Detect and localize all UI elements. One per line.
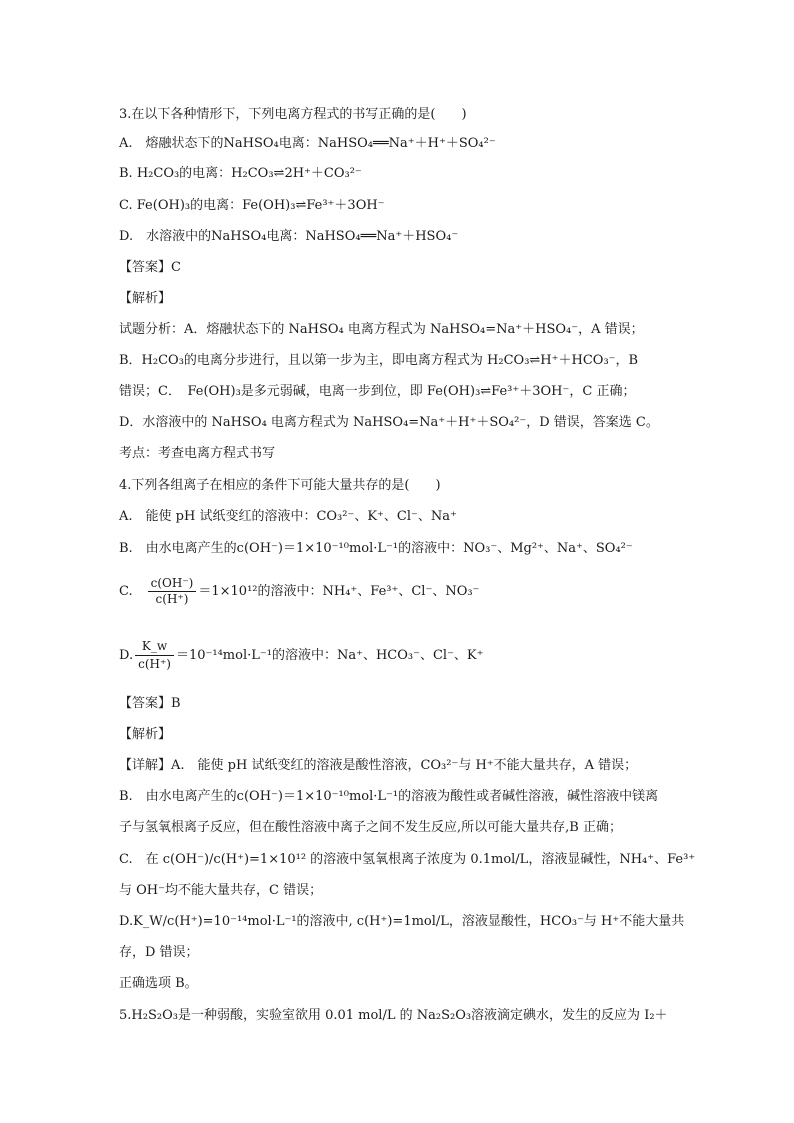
fraction-numerator: K_w xyxy=(135,638,174,656)
q4-option-d-fraction xyxy=(135,638,174,673)
fraction-denominator: c(H⁺) xyxy=(138,657,171,671)
q4-option-d xyxy=(119,638,679,673)
q4-option-a: A. 能使 pH 试纸变红的溶液中：CO₃²⁻、K⁺、Cl⁻、Na⁺ xyxy=(119,509,457,524)
fraction-denominator: c(H⁺) xyxy=(155,592,189,606)
q3-knowledge-point: 考点：考查电离方程式书写 xyxy=(119,446,276,461)
q4-option-d-label: D. xyxy=(119,648,134,663)
q4-detail-line-3: 子与氢氧根离子反应，但在酸性溶液中离子之间不发生反应,所以可能大量共存,B 正确； xyxy=(119,820,622,835)
q3-option-d: D. 水溶液中的NaHSO₄电离：NaHSO₄══Na⁺＋HSO₄⁻ xyxy=(119,229,459,244)
q3-option-c: C. Fe(OH)₃的电离：Fe(OH)₃⇌Fe³⁺＋3OH⁻ xyxy=(119,198,385,213)
q4-conclusion: 正确选项 B。 xyxy=(119,976,198,991)
q4-option-c-fraction xyxy=(148,576,197,607)
q4-detail-line-7: 存，D 错误； xyxy=(119,945,199,960)
q4-option-b: B. 由水电离产生的c(OH⁻)＝1×10⁻¹⁰mol·L⁻¹的溶液中：NO₃⁻、Mg²⁺、Na⁺、SO₄²⁻ xyxy=(119,541,633,556)
q3-option-a: A. 熔融状态下的NaHSO₄电离：NaHSO₄══Na⁺＋H⁺＋SO₄²⁻ xyxy=(119,136,496,151)
q3-analysis-line-2: B．H₂CO₃的电离分步进行，且以第一步为主，即电离方程式为 H₂CO₃⇌H⁺＋HCO₃⁻，B xyxy=(119,353,639,368)
q5-stem: 5.H₂S₂O₃是一种弱酸，实验室欲用 0.01 mol/L 的 Na₂S₂O₃溶液滴定碘水，发生的反应为 I₂＋ xyxy=(119,1008,668,1023)
q4-option-c xyxy=(119,576,679,607)
q4-option-c-text: ＝1×10¹²的溶液中：NH₄⁺、Fe³⁺、Cl⁻、NO₃⁻ xyxy=(198,584,480,599)
fraction-numerator: c(OH⁻) xyxy=(148,576,197,592)
q4-answer: 【答案】B xyxy=(119,696,181,711)
q4-option-d-text: ＝10⁻¹⁴mol·L⁻¹的溶液中：Na⁺、HCO₃⁻、Cl⁻、K⁺ xyxy=(175,648,484,663)
q3-analysis-line-1: 试题分析：A．熔融状态下的 NaHSO₄ 电离方程式为 NaHSO₄=Na⁺＋HSO₄⁻，A 错误； xyxy=(119,322,644,337)
q3-analysis-heading: 【解析】 xyxy=(119,291,172,306)
q4-detail-line-4: C. 在 c(OH⁻)/c(H⁺)=1×10¹² 的溶液中氢氧根离子浓度为 0.1mol/L，溶液显碱性，NH₄⁺、Fe³⁺ xyxy=(119,852,696,867)
q4-option-c-label: C. xyxy=(119,584,146,599)
q3-analysis-line-3: 错误；C． Fe(OH)₃是多元弱碱，电离一步到位，即 Fe(OH)₃⇌Fe³⁺＋3OH⁻，C 正确； xyxy=(119,384,636,399)
q4-stem: 4.下列各组离子在相应的条件下可能大量共存的是( ) xyxy=(119,478,441,493)
q3-analysis-line-4: D．水溶液中的 NaHSO₄ 电离方程式为 NaHSO₄=Na⁺＋H⁺＋SO₄²⁻，D 错误，答案选 C。 xyxy=(119,415,659,430)
q4-analysis-heading: 【解析】 xyxy=(119,727,172,742)
q3-stem: 3.在以下各种情形下，下列电离方程式的书写正确的是( ) xyxy=(119,107,467,122)
q4-detail-line-5: 与 OH⁻均不能大量共存，C 错误； xyxy=(119,883,323,898)
q3-option-b: B. H₂CO₃的电离：H₂CO₃⇌2H⁺＋CO₃²⁻ xyxy=(119,166,362,181)
q4-detail-line-1: 【详解】A. 能使 pH 试纸变红的溶液是酸性溶液，CO₃²⁻与 H⁺不能大量共存，A 错误； xyxy=(119,758,638,773)
q4-detail-line-6: D.K_W/c(H⁺)=10⁻¹⁴mol·L⁻¹的溶液中, c(H⁺)=1mol/L，溶液显酸性，HCO₃⁻与 H⁺不能大量共 xyxy=(119,914,685,929)
q4-detail-line-2: B. 由水电离产生的c(OH⁻)＝1×10⁻¹⁰mol·L⁻¹的溶液为酸性或者碱性溶液，碱性溶液中镁离 xyxy=(119,789,659,804)
q3-answer: 【答案】C xyxy=(119,260,181,275)
